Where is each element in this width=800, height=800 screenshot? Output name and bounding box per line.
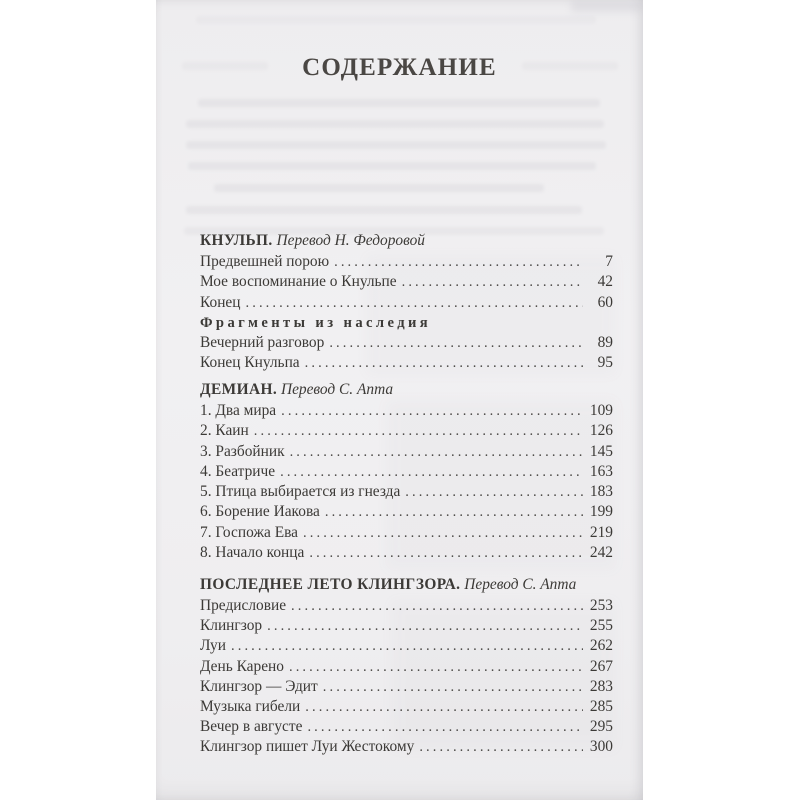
toc-entry-page: 285 (589, 698, 613, 716)
dot-leader (289, 657, 583, 677)
toc-row (200, 353, 613, 373)
section-heading (200, 229, 613, 252)
toc-entry-page: 300 (589, 738, 613, 756)
toc-row (200, 482, 613, 502)
toc-entry-page: 199 (589, 503, 613, 521)
toc-entry-label: Предисловие (200, 597, 287, 614)
toc-entry-label: Клингзор пишет Луи Жестокому (200, 738, 415, 756)
toc-row (200, 502, 613, 522)
toc-entry-label: День Карено (200, 657, 284, 675)
section-title: КНУЛЬП. (200, 232, 273, 249)
dot-leader (246, 293, 584, 313)
toc-row (200, 616, 613, 636)
toc-entry-page: 255 (589, 617, 613, 635)
toc-entry-page: 89 (597, 334, 613, 352)
dot-leader (280, 462, 583, 482)
toc-entry-page: 60 (597, 293, 613, 311)
toc-entry-label: Вечер в августе (200, 718, 303, 736)
section-heading (200, 573, 613, 596)
toc-entry-label: Луи (200, 637, 226, 655)
toc-entry-page: 295 (589, 718, 613, 736)
toc-entry-label: 3. Разбойник (200, 442, 285, 460)
book-page (156, 0, 643, 800)
toc-entry-page: 219 (589, 523, 613, 541)
toc-row (200, 636, 613, 656)
toc-row (200, 523, 613, 543)
toc-entry-label: 7. Госпожа Ева (200, 523, 299, 541)
toc-row (200, 462, 613, 482)
toc-row (200, 272, 613, 292)
toc-row (200, 252, 613, 272)
dot-leader (290, 442, 583, 462)
toc-row (200, 677, 613, 697)
toc-entry-page: 253 (589, 597, 613, 614)
dot-leader (254, 421, 583, 441)
dot-leader (307, 717, 583, 737)
toc-entry-page: 183 (589, 483, 613, 501)
toc-section (200, 378, 613, 563)
toc-entry-page: 163 (589, 462, 613, 480)
toc-row (200, 442, 613, 462)
dot-leader (402, 272, 583, 292)
dot-leader (325, 502, 583, 522)
toc-row (200, 543, 613, 563)
toc-entry-page: 126 (589, 422, 613, 440)
page-title: СОДЕРЖАНИЕ (302, 54, 497, 81)
toc-entry-page: 262 (589, 637, 613, 655)
toc-row (200, 333, 613, 353)
toc-entry-page: 242 (589, 544, 613, 562)
dot-leader (305, 353, 583, 373)
dot-leader (334, 252, 583, 272)
toc-entry-page: 7 (605, 253, 613, 270)
dot-leader (231, 636, 583, 656)
dot-leader (405, 482, 583, 502)
toc-row (200, 697, 613, 717)
dot-leader (419, 737, 583, 757)
dot-leader (303, 523, 583, 543)
dot-leader (291, 596, 583, 616)
toc-entry-page: 42 (597, 273, 613, 291)
toc-entry-page: 95 (597, 354, 613, 372)
toc-entry-label: Клингзор — Эдит (200, 677, 318, 695)
section-translator: Перевод С. Апта (280, 381, 394, 398)
toc-row (200, 737, 613, 757)
toc-entry-label: Вечерний разговор (200, 334, 325, 352)
toc-entry-label: Клингзор (200, 617, 263, 635)
toc-entry-label: 1. Два мира (200, 402, 277, 419)
section-title: ПОСЛЕДНЕЕ ЛЕТО КЛИНГЗОРА. (200, 576, 461, 593)
toc-entry-label: Музыка гибели (200, 698, 301, 716)
toc-row (200, 293, 613, 313)
toc-entry-page: 267 (589, 657, 613, 675)
dot-leader (267, 616, 583, 636)
toc-entry-label: 5. Птица выбирается из гнезда (200, 483, 401, 501)
dot-leader (281, 401, 583, 421)
section-title: ДЕМИАН. (200, 381, 278, 398)
toc-row (200, 657, 613, 677)
dot-leader (323, 677, 583, 697)
toc-entry-label: Мое воспоминание о Кнульпе (200, 273, 397, 291)
section-translator: Перевод С. Апта (464, 576, 577, 593)
toc-row (200, 421, 613, 441)
dot-leader (305, 697, 583, 717)
toc-section (200, 229, 613, 374)
toc-sections (156, 0, 643, 800)
toc-row (200, 717, 613, 737)
toc-entry-page: 109 (589, 402, 613, 419)
dot-leader (309, 543, 583, 563)
toc-entry-label: 2. Каин (200, 422, 249, 440)
toc-entry-label: 8. Начало конца (200, 544, 305, 562)
toc-entry-page: 283 (589, 677, 613, 695)
toc-entry-page: 145 (589, 442, 613, 460)
section-heading (200, 378, 613, 401)
dot-leader (329, 333, 583, 353)
toc-section (200, 573, 613, 758)
toc-subheading: Фрагменты из наследия (200, 314, 432, 331)
toc-row (200, 401, 613, 421)
toc-entry-label: 4. Беатриче (200, 462, 276, 480)
toc-entry-label: Конец (200, 293, 241, 311)
toc-entry-label: 6. Борение Иакова (200, 503, 320, 521)
toc-row (200, 596, 613, 616)
toc-entry-label: Конец Кнульпа (200, 354, 300, 372)
toc-entry-label: Предвешней порою (200, 253, 330, 270)
section-translator: Перевод Н. Федоровой (276, 232, 425, 249)
